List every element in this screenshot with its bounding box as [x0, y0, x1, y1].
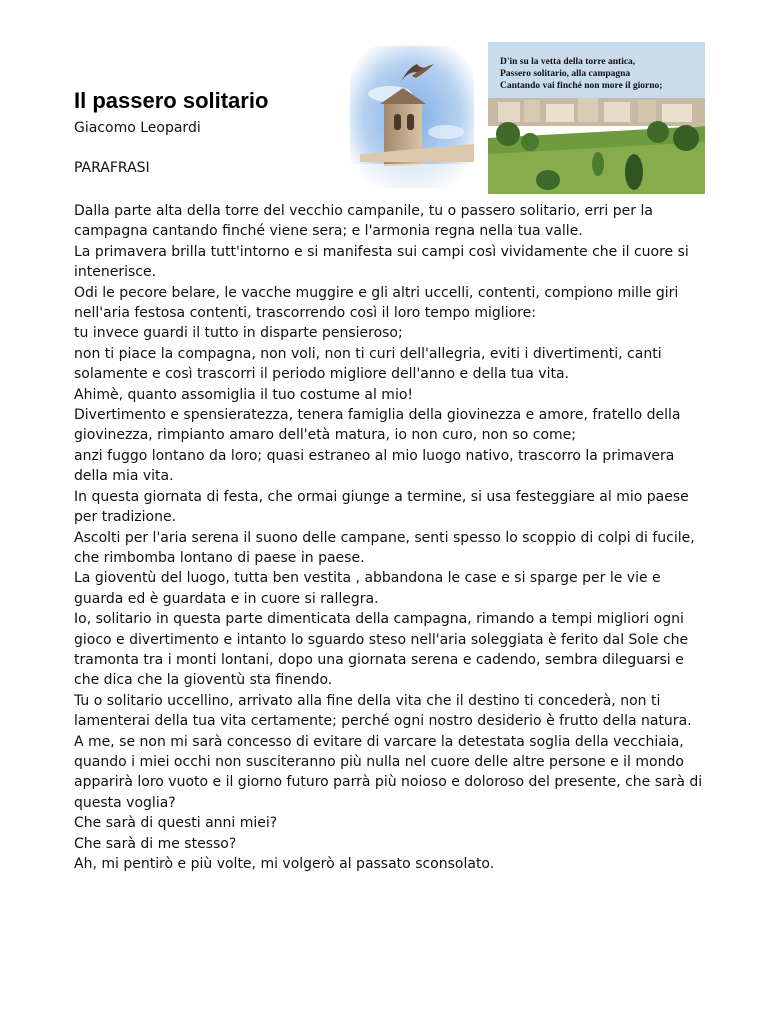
paraphrase-paragraph: anzi fuggo lontano da loro; quasi estraneo al mio luogo nativo, trascorro la primavera della mia vita. [74, 447, 675, 485]
paraphrase-paragraph: Ah, mi pentirò e più volte, mi volgerò al passato sconsolato. [74, 856, 495, 872]
section-heading: PARAFRASI [74, 160, 150, 176]
paraphrase-paragraph: tu invece guardi il tutto in disparte pensieroso; [74, 325, 403, 342]
paraphrase-paragraph: Ahimè, quanto assomiglia il tuo costume al mio! [74, 386, 414, 403]
quote-line: Cantando vai finché non more il giorno; [500, 81, 663, 91]
paraphrase-paragraph: La primavera brilla tutt'intorno e si manifesta sui campi così vividamente che il cuore si intenerisce. [74, 243, 689, 281]
landscape-image [488, 42, 705, 194]
paraphrase-paragraph: Tu o solitario uccellino, arrivato alla fine della vita che il destino ti concederà, non ti lamenterai della tua vita certamente; perché ogni nostro desiderio è frutto della natura. [74, 692, 692, 730]
paraphrase-paragraph: A me, se non mi sarà concesso di evitare di varcare la detestata soglia della vecchiaia, quando i miei occhi non susciteranno più nulla nel cuore delle altre persone e il mondo apparirà loro vuoto e il giorno futuro parrà più noioso e doloroso del presente, che sarà di questa voglia? [74, 733, 703, 811]
quote-line: Passero solitario, alla campagna [500, 69, 631, 79]
paraphrase-paragraph: Dalla parte alta della torre del vecchio campanile, tu o passero solitario, erri per la campagna cantando finché viene sera; e l'armonia regna nella tua valle. [74, 203, 653, 240]
poem-quote [500, 56, 662, 92]
bell-tower-sparrow-image [350, 46, 474, 188]
paraphrase-paragraph: Io, solitario in questa parte dimenticata della campagna, rimando a tempi migliori ogni gioco e divertimento e intanto lo sguardo steso nell'aria soleggiata è ferito dal Sole che tramonta tra i monti lontani, dopo una giornata serena e cadendo, sembra dileguarsi e che dica che la gioventù sta finendo. [74, 611, 689, 689]
paraphrase-paragraph: Che sarà di me stesso? [74, 835, 237, 852]
document-author: Giacomo Leopardi [74, 120, 201, 136]
paraphrase-paragraph: La gioventù del luogo, tutta ben vestita , abbandona le case e si sparge per le vie e guarda ed è guardata e in cuore si rallegra. [74, 570, 661, 607]
paraphrase-paragraph: Divertimento e spensieratezza, tenera famiglia della giovinezza e amore, fratello della giovinezza, rimpianto amaro dell'età matura, io non curo, non so come; [74, 407, 681, 444]
paraphrase-paragraph: In questa giornata di festa, che ormai giunge a termine, si usa festeggiare al mio paese per tradizione. [74, 488, 689, 526]
quote-line: D'in su la vetta della torre antica, [500, 57, 636, 67]
document-title: Il passero solitario [74, 88, 269, 113]
paraphrase-paragraph: non ti piace la compagna, non voli, non ti curi dell'allegria, eviti i divertimenti, canti solamente e così trascorri il periodo migliore dell'anno e della tua vita. [74, 345, 662, 383]
paraphrase-body [74, 201, 704, 874]
paraphrase-paragraph: Ascolti per l'aria serena il suono delle campane, senti spesso lo scoppio di colpi di fucile, che rimbomba lontano di paese in paese. [74, 529, 695, 566]
paraphrase-paragraph: Che sarà di questi anni miei? [74, 815, 278, 832]
paraphrase-paragraph: Odi le pecore belare, le vacche muggire e gli altri uccelli, contenti, compiono mille giri nell'aria festosa contenti, trascorrendo così il loro tempo migliore: [74, 284, 679, 322]
